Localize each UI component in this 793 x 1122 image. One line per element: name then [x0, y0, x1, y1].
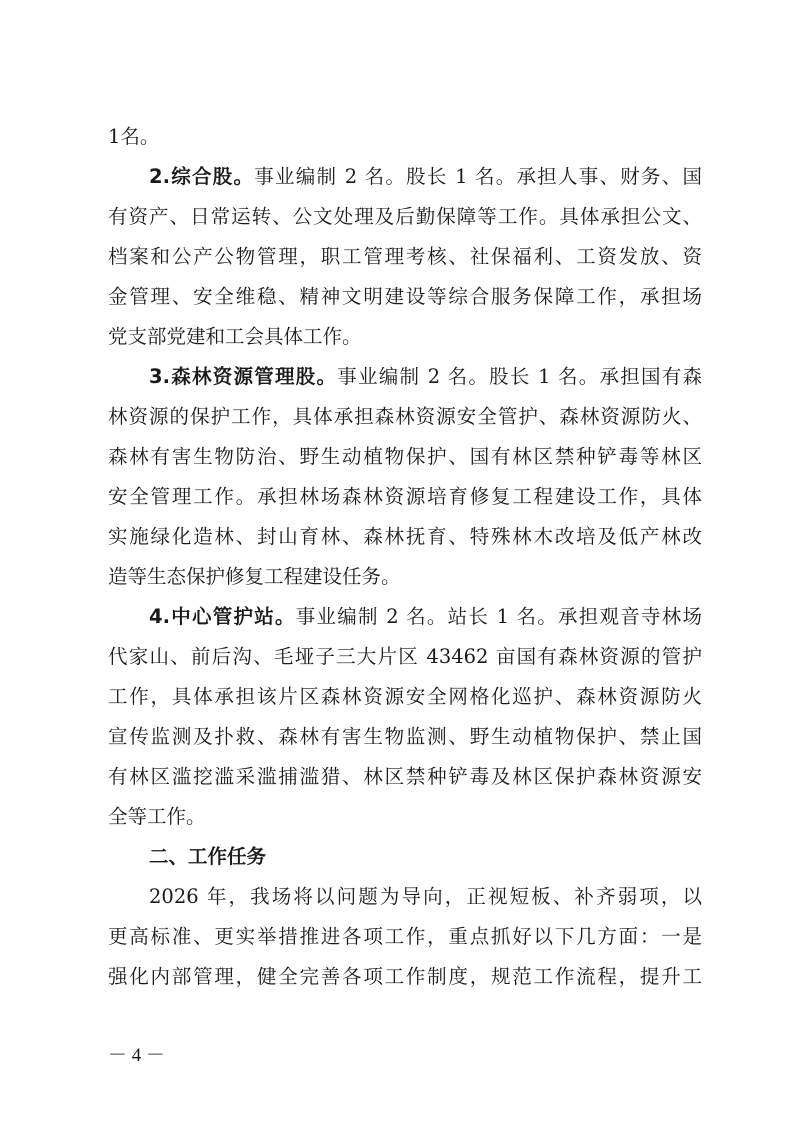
text-line: [108, 477, 702, 517]
line-text: 安全管理工作。承担林场森林资源培育修复工程建设工作，具体: [108, 485, 702, 508]
text-line: [108, 797, 702, 837]
line-text: 林资源的保护工作，具体承担森林资源安全管护、森林资源防火、: [108, 405, 702, 428]
text-line: [108, 717, 702, 757]
section-heading: [108, 837, 702, 877]
line-text: 事业编制 2 名。股长 1 名。承担人事、财务、国: [254, 165, 703, 188]
text-line: [108, 957, 702, 997]
page-number: － 4 －: [108, 1045, 166, 1066]
text-line: [108, 677, 702, 717]
line-text: 强化内部管理，健全完善各项工作制度，规范工作流程，提升工: [108, 965, 702, 988]
line-text: 有资产、日常运转、公文处理及后勤保障等工作。具体承担公文、: [108, 205, 702, 228]
line-text: 更高标准、更实举措推进各项工作，重点抓好以下几方面：一是: [108, 925, 702, 948]
text-line: [108, 757, 702, 797]
text-line: [108, 317, 702, 357]
item-title: 2.综合股。: [149, 165, 255, 188]
line-text: 造等生态保护修复工程建设任务。: [108, 565, 401, 588]
item-title: 3.森林资源管理股。: [149, 365, 338, 388]
line-text: 档案和公产公物管理，职工管理考核、社保福利、工资发放、资: [108, 245, 702, 268]
line-text: 党支部党建和工会具体工作。: [108, 325, 362, 348]
text-line: [108, 277, 702, 317]
text-line: [108, 557, 702, 597]
text-line: [108, 437, 702, 477]
line-text: 事业编制 2 名。站长 1 名。承担观音寺林场: [295, 605, 703, 628]
line-text: 金管理、安全维稳、精神文明建设等综合服务保障工作，承担场: [108, 285, 702, 308]
line-text: 事业编制 2 名。股长 1 名。承担国有森: [337, 365, 702, 388]
text-line: [108, 597, 702, 637]
text-line: [108, 117, 702, 157]
line-text: 宣传监测及扑救、森林有害生物监测、野生动植物保护、禁止国: [108, 725, 702, 748]
line-text: 全等工作。: [108, 805, 206, 828]
line-text: 2026 年，我场将以问题为导向，正视短板、补齐弱项，以: [149, 885, 702, 908]
document-body: [108, 117, 702, 997]
text-line: [108, 237, 702, 277]
line-text: 有林区滥挖滥采滥捕滥猎、林区禁种铲毒及林区保护森林资源安: [108, 765, 702, 788]
text-line: [108, 197, 702, 237]
text-line: [108, 357, 702, 397]
heading-text: 二、工作任务: [149, 845, 267, 868]
line-text: 1名。: [108, 125, 160, 148]
text-line: [108, 637, 702, 677]
line-text: 森林有害生物防治、野生动植物保护、国有林区禁种铲毒等林区: [108, 445, 702, 468]
line-text: 工作，具体承担该片区森林资源安全网格化巡护、森林资源防火: [108, 685, 702, 708]
item-title: 4.中心管护站。: [149, 605, 296, 628]
line-text: 代家山、前后沟、毛垭子三大片区 43462 亩国有森林资源的管护: [108, 645, 702, 668]
text-line: [108, 157, 702, 197]
line-text: 实施绿化造林、封山育林、森林抚育、特殊林木改培及低产林改: [108, 525, 702, 548]
text-line: [108, 877, 702, 917]
text-line: [108, 917, 702, 957]
text-line: [108, 517, 702, 557]
text-line: [108, 397, 702, 437]
